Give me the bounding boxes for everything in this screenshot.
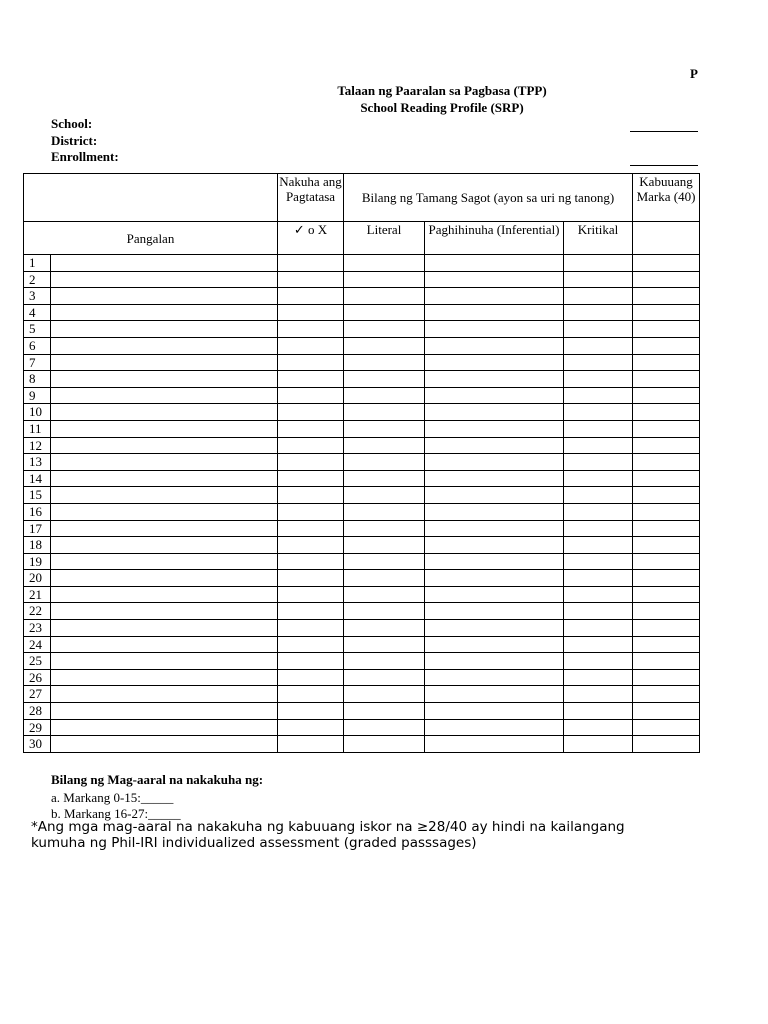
row-number: 22: [24, 603, 51, 620]
table-row: [24, 503, 700, 520]
kabuuang-cell[interactable]: [633, 653, 700, 670]
paghihinuha-cell[interactable]: [425, 603, 564, 620]
check-cell[interactable]: [278, 420, 344, 437]
name-cell[interactable]: [51, 520, 278, 537]
table-row: [24, 255, 700, 272]
kritikal-cell[interactable]: [564, 503, 633, 520]
check-cell[interactable]: [278, 686, 344, 703]
name-cell[interactable]: [51, 337, 278, 354]
literal-cell[interactable]: [344, 703, 425, 720]
check-cell[interactable]: [278, 603, 344, 620]
kritikal-cell[interactable]: [564, 255, 633, 272]
table-row: [24, 371, 700, 388]
row-number: 5: [24, 321, 51, 338]
literal-cell[interactable]: [344, 503, 425, 520]
check-cell[interactable]: [278, 537, 344, 554]
literal-cell[interactable]: [344, 520, 425, 537]
kabuuang-blank-cell: [633, 222, 700, 255]
row-number: 9: [24, 387, 51, 404]
bilang-header: Bilang ng Tamang Sagot (ayon sa uri ng tanong): [344, 174, 633, 222]
check-cell[interactable]: [278, 321, 344, 338]
literal-cell[interactable]: [344, 271, 425, 288]
table-row: [24, 537, 700, 554]
table-row: [24, 321, 700, 338]
check-cell[interactable]: [278, 520, 344, 537]
name-cell[interactable]: [51, 288, 278, 305]
table-row: [24, 337, 700, 354]
paghihinuha-cell[interactable]: [425, 620, 564, 637]
row-number: 29: [24, 719, 51, 736]
kritikal-cell[interactable]: [564, 703, 633, 720]
kabuuang-cell[interactable]: [633, 586, 700, 603]
kabuuang-cell[interactable]: [633, 736, 700, 753]
kritikal-cell[interactable]: [564, 470, 633, 487]
table-row: [24, 636, 700, 653]
check-cell[interactable]: [278, 570, 344, 587]
literal-cell[interactable]: [344, 603, 425, 620]
kabuuang-cell[interactable]: [633, 337, 700, 354]
kabuuang-cell[interactable]: [633, 553, 700, 570]
kabuuang-cell[interactable]: [633, 620, 700, 637]
name-cell[interactable]: [51, 570, 278, 587]
paghihinuha-cell[interactable]: [425, 337, 564, 354]
student-rows: [24, 255, 700, 753]
district-label: District:: [51, 133, 98, 148]
paghihinuha-cell[interactable]: [425, 288, 564, 305]
kritikal-cell[interactable]: [564, 586, 633, 603]
row-number: 2: [24, 271, 51, 288]
table-row: [24, 719, 700, 736]
literal-cell[interactable]: [344, 553, 425, 570]
name-cell[interactable]: [51, 354, 278, 371]
footnote: *Ang mga mag-aaral na nakakuha ng kabuuang iskor na ≥28/40 ay hindi na kailangang kumuha ng Phil-IRI individualized assessment (graded passsages): [31, 819, 625, 851]
check-cell[interactable]: [278, 387, 344, 404]
literal-cell[interactable]: [344, 437, 425, 454]
literal-cell[interactable]: [344, 653, 425, 670]
paghihinuha-cell[interactable]: [425, 437, 564, 454]
literal-cell[interactable]: [344, 669, 425, 686]
paghihinuha-cell[interactable]: [425, 586, 564, 603]
name-cell[interactable]: [51, 636, 278, 653]
literal-cell[interactable]: [344, 454, 425, 471]
kabuuang-cell[interactable]: [633, 570, 700, 587]
check-cell[interactable]: [278, 620, 344, 637]
literal-cell[interactable]: [344, 420, 425, 437]
check-cell[interactable]: [278, 454, 344, 471]
table-row: [24, 603, 700, 620]
name-cell[interactable]: [51, 404, 278, 421]
kritikal-cell[interactable]: [564, 620, 633, 637]
kritikal-cell[interactable]: [564, 719, 633, 736]
kritikal-cell[interactable]: [564, 321, 633, 338]
row-number: 17: [24, 520, 51, 537]
row-number: 20: [24, 570, 51, 587]
table-row: [24, 437, 700, 454]
name-cell[interactable]: [51, 387, 278, 404]
paghihinuha-cell[interactable]: [425, 371, 564, 388]
table-row: [24, 404, 700, 421]
paghihinuha-cell[interactable]: [425, 387, 564, 404]
kritikal-cell[interactable]: [564, 686, 633, 703]
literal-cell[interactable]: [344, 570, 425, 587]
table-row: [24, 354, 700, 371]
kritikal-cell[interactable]: [564, 603, 633, 620]
paghihinuha-cell[interactable]: [425, 553, 564, 570]
kritikal-cell[interactable]: [564, 653, 633, 670]
table-row: [24, 487, 700, 504]
kabuuang-cell[interactable]: [633, 686, 700, 703]
kabuuang-cell[interactable]: [633, 719, 700, 736]
name-cell[interactable]: [51, 503, 278, 520]
kritikal-cell[interactable]: [564, 387, 633, 404]
paghihinuha-cell[interactable]: [425, 719, 564, 736]
row-number: 28: [24, 703, 51, 720]
table-row: [24, 470, 700, 487]
literal-cell[interactable]: [344, 404, 425, 421]
literal-cell[interactable]: [344, 586, 425, 603]
kabuuang-cell[interactable]: [633, 387, 700, 404]
name-cell[interactable]: [51, 487, 278, 504]
name-cell[interactable]: [51, 420, 278, 437]
table-row: [24, 653, 700, 670]
check-cell[interactable]: [278, 337, 344, 354]
table-row: [24, 454, 700, 471]
table-row: [24, 703, 700, 720]
check-cell[interactable]: [278, 503, 344, 520]
row-number: 23: [24, 620, 51, 637]
kabuuang-header: Kabuuang Marka (40): [633, 174, 700, 222]
kabuuang-cell[interactable]: [633, 454, 700, 471]
literal-header: Literal: [344, 222, 425, 255]
name-cell[interactable]: [51, 371, 278, 388]
table-row: [24, 288, 700, 305]
kabuuang-cell[interactable]: [633, 354, 700, 371]
paghihinuha-cell[interactable]: [425, 570, 564, 587]
name-cell[interactable]: [51, 686, 278, 703]
pangalan-header: Pangalan: [24, 222, 278, 255]
name-cell[interactable]: [51, 470, 278, 487]
literal-cell[interactable]: [344, 620, 425, 637]
row-number: 24: [24, 636, 51, 653]
row-number: 10: [24, 404, 51, 421]
paghihinuha-cell[interactable]: [425, 520, 564, 537]
row-number: 7: [24, 354, 51, 371]
check-cell[interactable]: [278, 470, 344, 487]
table-row: [24, 686, 700, 703]
kritikal-header: Kritikal: [564, 222, 633, 255]
table-row: [24, 570, 700, 587]
check-cell[interactable]: [278, 736, 344, 753]
check-header: ✓ o X: [278, 222, 344, 255]
check-cell[interactable]: [278, 669, 344, 686]
kabuuang-cell[interactable]: [633, 371, 700, 388]
row-number: 8: [24, 371, 51, 388]
row-number: 19: [24, 553, 51, 570]
kritikal-cell[interactable]: [564, 404, 633, 421]
kritikal-cell[interactable]: [564, 570, 633, 587]
kritikal-cell[interactable]: [564, 337, 633, 354]
row-number: 13: [24, 454, 51, 471]
row-number: 18: [24, 537, 51, 554]
table-row: [24, 420, 700, 437]
kabuuang-cell[interactable]: [633, 503, 700, 520]
kritikal-cell[interactable]: [564, 553, 633, 570]
paghihinuha-cell[interactable]: [425, 420, 564, 437]
reading-profile-table: [23, 173, 700, 753]
table-row: [24, 304, 700, 321]
kritikal-cell[interactable]: [564, 537, 633, 554]
name-cell[interactable]: [51, 537, 278, 554]
table-row: [24, 520, 700, 537]
paghihinuha-cell[interactable]: [425, 255, 564, 272]
literal-cell[interactable]: [344, 255, 425, 272]
row-number: 21: [24, 586, 51, 603]
name-cell[interactable]: [51, 719, 278, 736]
name-cell[interactable]: [51, 586, 278, 603]
kritikal-cell[interactable]: [564, 304, 633, 321]
name-cell[interactable]: [51, 703, 278, 720]
check-cell[interactable]: [278, 636, 344, 653]
kabuuang-cell[interactable]: [633, 603, 700, 620]
name-cell[interactable]: [51, 321, 278, 338]
literal-cell[interactable]: [344, 686, 425, 703]
check-cell[interactable]: [278, 553, 344, 570]
name-cell[interactable]: [51, 553, 278, 570]
summary-title: Bilang ng Mag-aaral na nakakuha ng:: [51, 772, 264, 787]
kabuuang-cell[interactable]: [633, 404, 700, 421]
kabuuang-cell[interactable]: [633, 271, 700, 288]
kritikal-cell[interactable]: [564, 736, 633, 753]
kritikal-cell[interactable]: [564, 669, 633, 686]
paghihinuha-cell[interactable]: [425, 669, 564, 686]
paghihinuha-cell[interactable]: [425, 470, 564, 487]
paghihinuha-cell[interactable]: [425, 736, 564, 753]
kabuuang-cell[interactable]: [633, 255, 700, 272]
check-cell[interactable]: [278, 719, 344, 736]
row-number: 3: [24, 288, 51, 305]
name-cell[interactable]: [51, 271, 278, 288]
kritikal-cell[interactable]: [564, 636, 633, 653]
table-row: [24, 387, 700, 404]
kritikal-cell[interactable]: [564, 354, 633, 371]
kritikal-cell[interactable]: [564, 288, 633, 305]
check-cell[interactable]: [278, 304, 344, 321]
check-cell[interactable]: [278, 586, 344, 603]
name-cell[interactable]: [51, 620, 278, 637]
literal-cell[interactable]: [344, 537, 425, 554]
kabuuang-cell[interactable]: [633, 703, 700, 720]
literal-cell[interactable]: [344, 337, 425, 354]
kabuuang-cell[interactable]: [633, 288, 700, 305]
table-row: [24, 620, 700, 637]
paghihinuha-cell[interactable]: [425, 404, 564, 421]
paghihinuha-cell[interactable]: [425, 503, 564, 520]
check-cell[interactable]: [278, 354, 344, 371]
form-subtitle: School Reading Profile (SRP): [360, 100, 524, 115]
row-number: 14: [24, 470, 51, 487]
kritikal-cell[interactable]: [564, 420, 633, 437]
kabuuang-cell[interactable]: [633, 470, 700, 487]
paghihinuha-header: Paghihinuha (Inferential): [425, 222, 564, 255]
paghihinuha-cell[interactable]: [425, 454, 564, 471]
kritikal-cell[interactable]: [564, 371, 633, 388]
nakuha-header: Nakuha ang Pagtatasa: [278, 174, 344, 222]
name-cell[interactable]: [51, 653, 278, 670]
table-row: [24, 736, 700, 753]
name-cell[interactable]: [51, 304, 278, 321]
check-cell[interactable]: [278, 371, 344, 388]
name-cell[interactable]: [51, 454, 278, 471]
row-number: 30: [24, 736, 51, 753]
kabuuang-cell[interactable]: [633, 669, 700, 686]
table-row: [24, 271, 700, 288]
row-number: 12: [24, 437, 51, 454]
summary-item-a: a. Markang 0-15:_____: [51, 790, 174, 805]
form-title: Talaan ng Paaralan sa Pagbasa (TPP): [337, 83, 547, 98]
paghihinuha-cell[interactable]: [425, 354, 564, 371]
literal-cell[interactable]: [344, 354, 425, 371]
literal-cell[interactable]: [344, 736, 425, 753]
table-row: [24, 553, 700, 570]
kabuuang-cell[interactable]: [633, 420, 700, 437]
literal-cell[interactable]: [344, 321, 425, 338]
enrollment-label: Enrollment:: [51, 149, 119, 164]
blank-header-cell: [24, 174, 278, 222]
paghihinuha-cell[interactable]: [425, 487, 564, 504]
check-cell[interactable]: [278, 437, 344, 454]
fill-line-lower: [630, 165, 698, 166]
name-cell[interactable]: [51, 603, 278, 620]
check-cell[interactable]: [278, 703, 344, 720]
row-number: 26: [24, 669, 51, 686]
kritikal-cell[interactable]: [564, 454, 633, 471]
kabuuang-cell[interactable]: [633, 437, 700, 454]
paghihinuha-cell[interactable]: [425, 653, 564, 670]
row-number: 11: [24, 420, 51, 437]
paghihinuha-cell[interactable]: [425, 537, 564, 554]
paghihinuha-cell[interactable]: [425, 636, 564, 653]
kritikal-cell[interactable]: [564, 520, 633, 537]
paghihinuha-cell[interactable]: [425, 271, 564, 288]
kritikal-cell[interactable]: [564, 487, 633, 504]
row-number: 15: [24, 487, 51, 504]
row-number: 25: [24, 653, 51, 670]
fill-line-upper: [630, 131, 698, 132]
check-cell[interactable]: [278, 255, 344, 272]
row-number: 27: [24, 686, 51, 703]
literal-cell[interactable]: [344, 636, 425, 653]
literal-cell[interactable]: [344, 387, 425, 404]
paghihinuha-cell[interactable]: [425, 304, 564, 321]
row-number: 1: [24, 255, 51, 272]
check-cell[interactable]: [278, 404, 344, 421]
table-row: [24, 669, 700, 686]
kabuuang-cell[interactable]: [633, 537, 700, 554]
school-label: School:: [51, 116, 93, 131]
kabuuang-cell[interactable]: [633, 520, 700, 537]
name-cell[interactable]: [51, 255, 278, 272]
kabuuang-cell[interactable]: [633, 321, 700, 338]
literal-cell[interactable]: [344, 487, 425, 504]
kritikal-cell[interactable]: [564, 271, 633, 288]
literal-cell[interactable]: [344, 470, 425, 487]
row-number: 6: [24, 337, 51, 354]
paghihinuha-cell[interactable]: [425, 686, 564, 703]
paghihinuha-cell[interactable]: [425, 703, 564, 720]
summary-item-b: b. Markang 16-27:_____: [51, 806, 181, 821]
name-cell[interactable]: [51, 736, 278, 753]
name-cell[interactable]: [51, 669, 278, 686]
check-cell[interactable]: [278, 271, 344, 288]
literal-cell[interactable]: [344, 304, 425, 321]
name-cell[interactable]: [51, 437, 278, 454]
literal-cell[interactable]: [344, 288, 425, 305]
kabuuang-cell[interactable]: [633, 304, 700, 321]
kabuuang-cell[interactable]: [633, 487, 700, 504]
check-cell[interactable]: [278, 487, 344, 504]
paghihinuha-cell[interactable]: [425, 321, 564, 338]
literal-cell[interactable]: [344, 719, 425, 736]
row-number: 4: [24, 304, 51, 321]
row-number: 16: [24, 503, 51, 520]
kritikal-cell[interactable]: [564, 437, 633, 454]
check-cell[interactable]: [278, 653, 344, 670]
page-corner-mark: P: [690, 66, 698, 81]
check-cell[interactable]: [278, 288, 344, 305]
literal-cell[interactable]: [344, 371, 425, 388]
table-row: [24, 586, 700, 603]
kabuuang-cell[interactable]: [633, 636, 700, 653]
